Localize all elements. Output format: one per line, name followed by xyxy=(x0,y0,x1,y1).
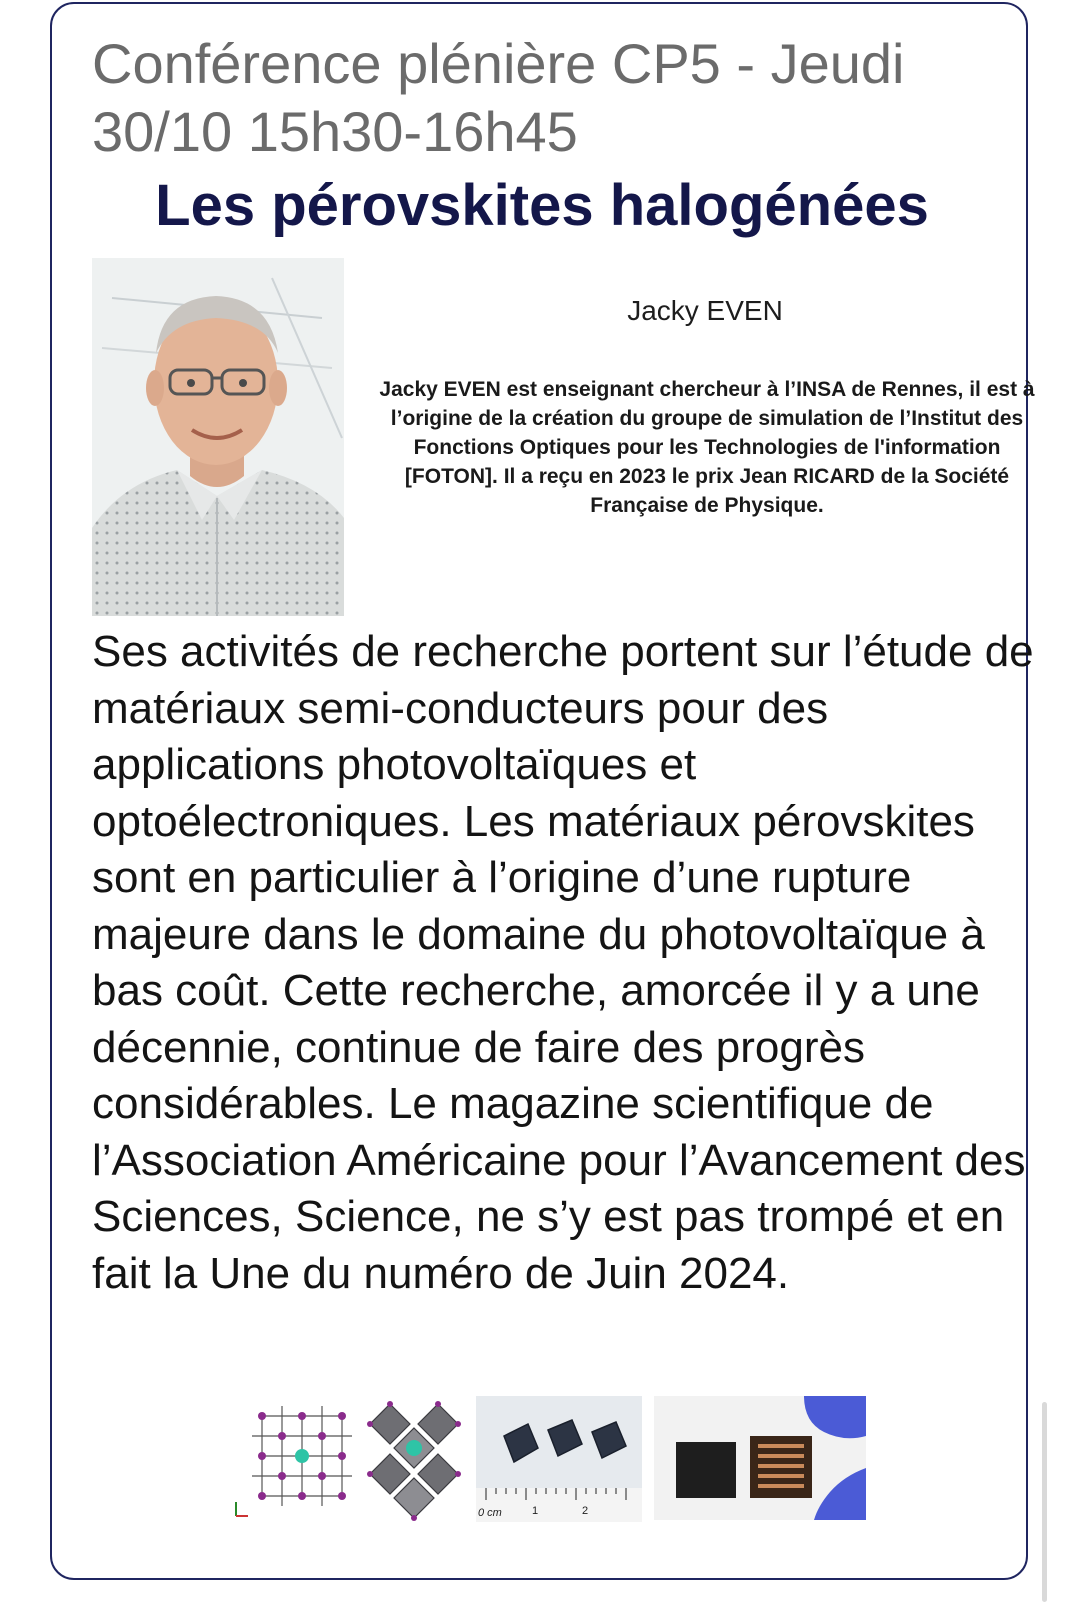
speaker-name: Jacky EVEN xyxy=(627,295,783,326)
ruler-label-2: 2 xyxy=(582,1505,589,1517)
crystals-ruler-photo xyxy=(476,1396,642,1522)
ruler-label-0: 0 cm xyxy=(478,1507,502,1519)
ruler-label-1: 1 xyxy=(532,1505,539,1517)
illustration-strip xyxy=(232,1396,892,1526)
solar-cell-photo xyxy=(654,1396,866,1520)
scrollbar[interactable] xyxy=(1042,1402,1047,1602)
crystal-lattice-figure xyxy=(232,1396,362,1526)
page-title: Les pérovskites halogénées xyxy=(155,173,929,238)
speaker-bio: Jacky EVEN est enseignant chercheur à l’INSA de Rennes, il est à l’origine de la création du groupe de simulation de l’Institut des Fonctions Optiques pour les Technologies de l'information [FOTON]. Il a reçu en 2023 le prix Jean RICARD de la Société Française de Physique. xyxy=(379,378,1035,517)
session-subtitle: Conférence plénière CP5 - Jeudi 30/10 15h30-16h45 xyxy=(92,32,905,163)
speaker-photo xyxy=(92,258,344,616)
research-description: Ses activités de recherche portent sur l’étude de matériaux semi-conducteurs pour des applications photovoltaïques et optoélectroniques. Les matériaux pérovskites sont en particulier à l’origine d’une rupture majeure dans le domaine du photovoltaïque à bas coût. Cette recherche, amorcée il y a une décennie, continue de faire des progrès considérables. Le magazine scientifique de l’Association Américaine pour l’Avancement des Sciences, Science, ne s’y est pas trompé et en fait la Une du numéro de Juin 2024. xyxy=(92,627,1034,1298)
octahedra-figure xyxy=(364,1396,468,1526)
